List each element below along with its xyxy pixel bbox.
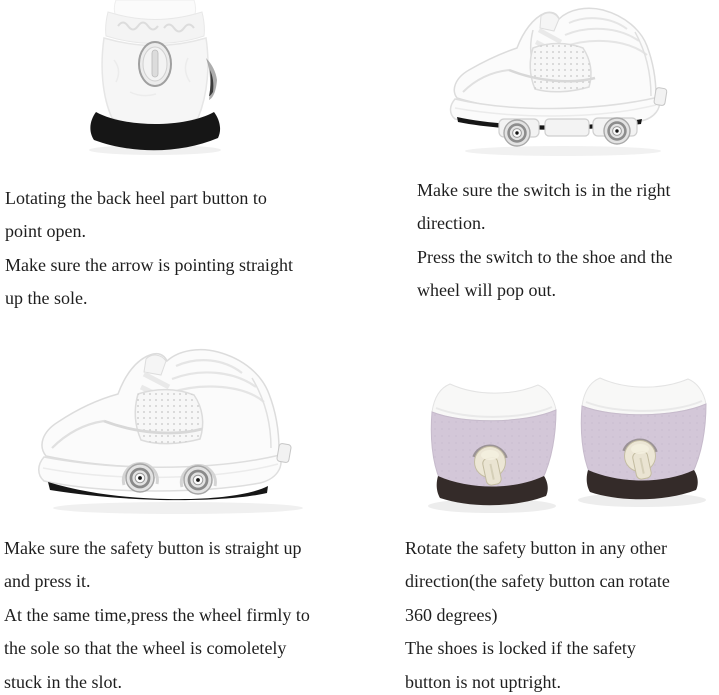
caption-line: button is not uptright. <box>405 671 562 692</box>
step-1-caption <box>5 182 293 316</box>
wheel <box>126 464 154 492</box>
caption-line: At the same time,press the wheel firmly to <box>4 604 310 625</box>
caption-line: The shoes is locked if the safety <box>405 638 636 659</box>
wheel <box>504 120 530 146</box>
photo-shoe-wheels-retracted <box>28 344 323 524</box>
wheel <box>604 118 630 144</box>
caption-line: Press the switch to the shoe and the <box>417 246 673 267</box>
perforated-panel <box>135 390 202 444</box>
heel-switch-tab <box>277 443 292 463</box>
heel-switch-tab <box>654 87 668 106</box>
arrow-ridge <box>152 50 158 77</box>
caption-line: wheel will pop out. <box>417 280 556 301</box>
caption-line: 360 degrees) <box>405 604 498 625</box>
step-2-caption <box>417 174 672 308</box>
caption-line: Make sure the switch is in the right <box>417 180 671 200</box>
perforated-panel <box>530 44 591 92</box>
caption-line: up the sole. <box>5 288 88 309</box>
shoe-wheels-retracted-illustration <box>28 344 323 524</box>
photo-heel-button-closeup <box>70 0 240 158</box>
heel-closeup-illustration <box>70 0 240 158</box>
caption-line: stuck in the slot. <box>4 671 122 692</box>
step-3-caption <box>4 532 310 695</box>
caption-line: direction. <box>417 213 486 234</box>
heels-safety-knobs-illustration <box>424 372 716 522</box>
caption-line: Lotating the back heel part button to <box>5 188 267 208</box>
caption-line: direction(the safety button can rotate <box>405 571 670 592</box>
step-4-caption <box>405 532 670 695</box>
caption-line: the sole so that the wheel is comoletely <box>4 638 287 659</box>
wheel <box>184 466 212 494</box>
heel-button <box>139 42 171 86</box>
caption-line: Make sure the arrow is pointing straight <box>5 254 293 275</box>
caption-line: Make sure the safety button is straight up <box>4 538 302 558</box>
photo-heels-safety-knobs <box>424 372 716 522</box>
shoe-wheels-out-illustration <box>443 2 683 160</box>
photo-shoe-wheels-out <box>443 2 683 160</box>
caption-line: and press it. <box>4 571 91 592</box>
caption-line: point open. <box>5 221 86 242</box>
caption-line: Rotate the safety button in any other <box>405 538 667 558</box>
